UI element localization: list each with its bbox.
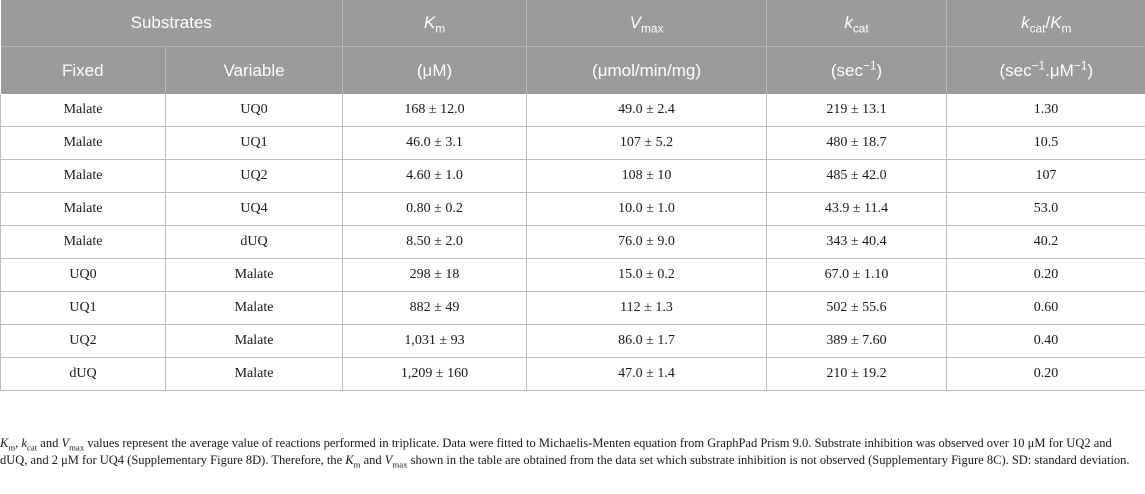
- fn-km-symbol: K: [0, 436, 9, 450]
- table-row: [1, 226, 1145, 259]
- fn-kcat-subscript: cat: [26, 442, 38, 453]
- cell-kcat: 480 ± 18.7: [767, 127, 947, 160]
- header-fixed: Fixed: [1, 47, 166, 95]
- cell-kcat: 485 ± 42.0: [767, 160, 947, 193]
- ratio-den-symbol: K: [1050, 13, 1062, 32]
- cell-km: 1,209 ± 160: [343, 358, 527, 391]
- header-variable: Variable: [166, 47, 343, 95]
- cell-kcat-km: 107: [947, 160, 1145, 193]
- ratio-unit-sup1: −1: [1031, 57, 1046, 72]
- cell-km: 168 ± 12.0: [343, 94, 527, 127]
- cell-vmax: 47.0 ± 1.4: [527, 358, 767, 391]
- fn-vmax2-symbol: V: [384, 453, 393, 467]
- header-kcat-unit: [767, 47, 947, 95]
- vmax-subscript: max: [640, 21, 664, 36]
- cell-km: 882 ± 49: [343, 292, 527, 325]
- table-row: [1, 160, 1145, 193]
- cell-km: 298 ± 18: [343, 259, 527, 292]
- fn-km2-subscript: m: [353, 459, 361, 470]
- header-row-2: [1, 47, 1145, 95]
- header-substrates: Substrates: [1, 0, 343, 47]
- cell-kcat-km: 40.2: [947, 226, 1145, 259]
- header-vmax-unit: (μmol/min/mg): [527, 47, 767, 95]
- cell-km: 4.60 ± 1.0: [343, 160, 527, 193]
- cell-variable: Malate: [166, 358, 343, 391]
- ratio-slash: /: [1045, 13, 1051, 32]
- table-row: [1, 259, 1145, 292]
- kcat-unit-post: ): [876, 60, 883, 80]
- fn-and-2: and: [360, 453, 385, 467]
- table-row: [1, 94, 1145, 127]
- cell-variable: Malate: [166, 292, 343, 325]
- cell-kcat: 389 ± 7.60: [767, 325, 947, 358]
- cell-kcat-km: 53.0: [947, 193, 1145, 226]
- header-ratio-unit: [947, 47, 1145, 95]
- table-footnote: [0, 435, 1140, 469]
- cell-vmax: 15.0 ± 0.2: [527, 259, 767, 292]
- fn-vmax2-subscript: max: [392, 459, 408, 470]
- cell-variable: Malate: [166, 325, 343, 358]
- cell-kcat-km: 1.30: [947, 94, 1145, 127]
- cell-variable: UQ1: [166, 127, 343, 160]
- table-row: [1, 127, 1145, 160]
- cell-fixed: Malate: [1, 160, 166, 193]
- fn-vmax-symbol: V: [61, 436, 70, 450]
- cell-vmax: 112 ± 1.3: [527, 292, 767, 325]
- fn-km2-symbol: K: [345, 453, 354, 467]
- cell-variable: UQ0: [166, 94, 343, 127]
- cell-kcat-km: 0.40: [947, 325, 1145, 358]
- cell-kcat-km: 0.20: [947, 358, 1145, 391]
- header-km-unit: (μM): [343, 47, 527, 95]
- cell-vmax: 49.0 ± 2.4: [527, 94, 767, 127]
- cell-km: 0.80 ± 0.2: [343, 193, 527, 226]
- ratio-unit-sup2: −1: [1073, 57, 1088, 72]
- cell-fixed: Malate: [1, 193, 166, 226]
- cell-kcat-km: 10.5: [947, 127, 1145, 160]
- fn-and: and: [37, 436, 62, 450]
- cell-vmax: 86.0 ± 1.7: [527, 325, 767, 358]
- ratio-num-symbol: k: [1021, 13, 1030, 32]
- kcat-unit-pre: (sec: [830, 60, 863, 80]
- cell-vmax: 76.0 ± 9.0: [527, 226, 767, 259]
- fn-text-1: values represent the average value of reactions performed in triplicate. Data were fitted to Michaelis-Menten equation from GraphPad Prism 9.0. Substrate inhibition was observed over 10 μM for UQ2 and dUQ, and 2 μM for UQ4 (Supplementary Figure 8D). Therefore, the: [0, 436, 1112, 467]
- cell-vmax: 107 ± 5.2: [527, 127, 767, 160]
- header-kcat-km: [947, 0, 1145, 47]
- kcat-symbol: k: [844, 13, 853, 32]
- cell-kcat: 219 ± 13.1: [767, 94, 947, 127]
- kcat-subscript: cat: [852, 21, 869, 36]
- cell-vmax: 10.0 ± 1.0: [527, 193, 767, 226]
- cell-variable: UQ2: [166, 160, 343, 193]
- table-row: [1, 325, 1145, 358]
- cell-kcat: 343 ± 40.4: [767, 226, 947, 259]
- header-kcat: [767, 0, 947, 47]
- table-row: [1, 193, 1145, 226]
- fn-kcat-symbol: k: [21, 436, 27, 450]
- header-km: [343, 0, 527, 47]
- cell-km: 8.50 ± 2.0: [343, 226, 527, 259]
- cell-fixed: Malate: [1, 94, 166, 127]
- cell-kcat: 67.0 ± 1.10: [767, 259, 947, 292]
- ratio-unit-mid: .μM: [1045, 60, 1074, 80]
- ratio-num-subscript: cat: [1029, 21, 1046, 36]
- cell-kcat-km: 0.20: [947, 259, 1145, 292]
- cell-fixed: dUQ: [1, 358, 166, 391]
- km-subscript: m: [435, 21, 446, 36]
- fn-text-2: shown in the table are obtained from the data set which substrate inhibition is not observed (Supplementary Figure 8C). SD: standard deviation.: [407, 453, 1130, 467]
- vmax-symbol: V: [629, 13, 641, 32]
- cell-fixed: UQ0: [1, 259, 166, 292]
- cell-kcat: 210 ± 19.2: [767, 358, 947, 391]
- header-vmax: [527, 0, 767, 47]
- fn-km-subscript: m: [8, 442, 16, 453]
- table-row: [1, 292, 1145, 325]
- cell-variable: UQ4: [166, 193, 343, 226]
- cell-km: 1,031 ± 93: [343, 325, 527, 358]
- fn-sep: ,: [15, 436, 22, 450]
- cell-fixed: Malate: [1, 226, 166, 259]
- header-row-1: [1, 0, 1145, 47]
- fn-vmax-subscript: max: [69, 442, 85, 453]
- cell-kcat-km: 0.60: [947, 292, 1145, 325]
- cell-km: 46.0 ± 3.1: [343, 127, 527, 160]
- cell-variable: dUQ: [166, 226, 343, 259]
- ratio-unit-post: ): [1087, 60, 1094, 80]
- cell-fixed: UQ2: [1, 325, 166, 358]
- cell-fixed: UQ1: [1, 292, 166, 325]
- cell-fixed: Malate: [1, 127, 166, 160]
- cell-vmax: 108 ± 10: [527, 160, 767, 193]
- kcat-unit-sup: −1: [862, 57, 877, 72]
- km-symbol: K: [423, 13, 436, 32]
- ratio-unit-pre: (sec: [999, 60, 1032, 80]
- cell-kcat: 502 ± 55.6: [767, 292, 947, 325]
- cell-kcat: 43.9 ± 11.4: [767, 193, 947, 226]
- cell-variable: Malate: [166, 259, 343, 292]
- ratio-den-subscript: m: [1061, 21, 1072, 36]
- table-row: [1, 358, 1145, 391]
